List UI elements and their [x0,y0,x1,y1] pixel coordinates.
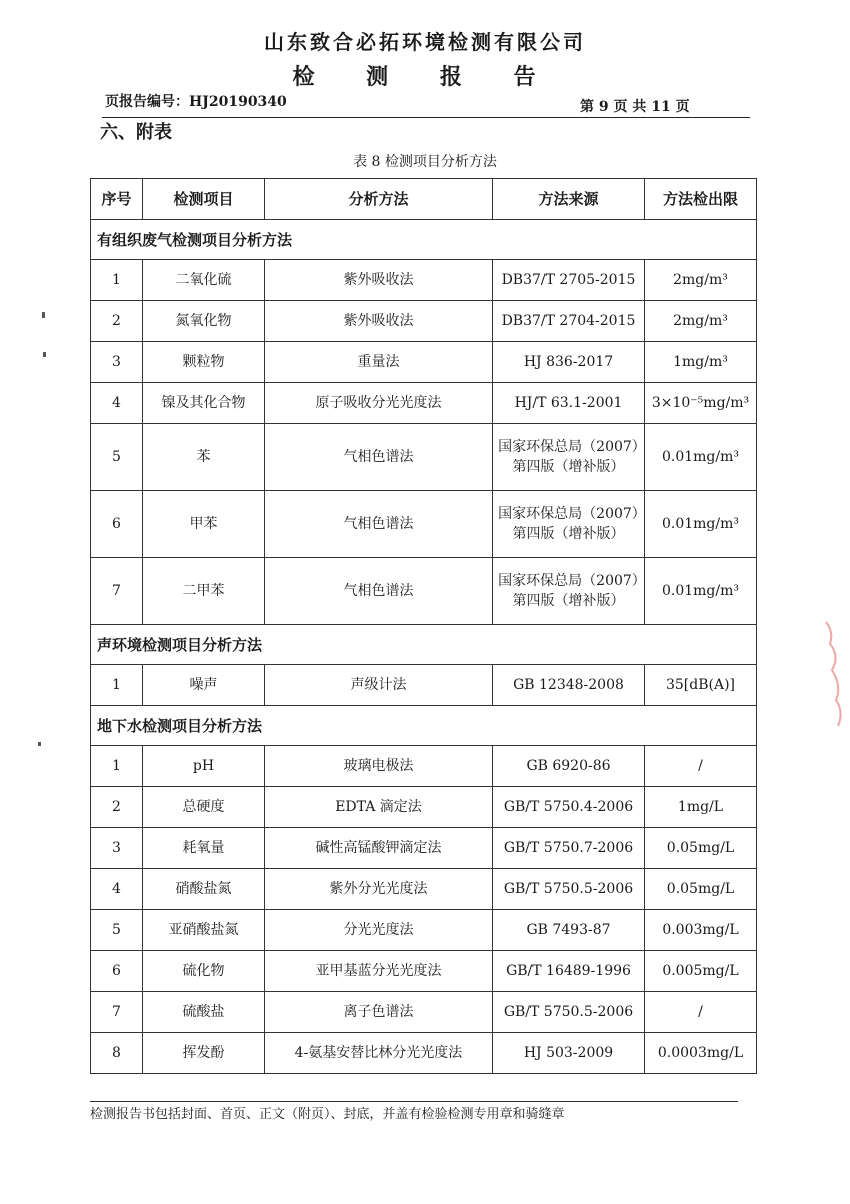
cell-no: 5 [91,424,143,491]
cell-source: DB37/T 2704-2015 [493,301,645,342]
cell-source: HJ 503-2009 [493,1033,645,1074]
report-title: 检 测 报 告 [292,64,558,90]
group-title: 地下水检测项目分析方法 [91,706,757,746]
cell-no: 5 [91,910,143,951]
cell-source: GB/T 5750.5-2006 [493,992,645,1033]
cell-source: GB 12348-2008 [493,665,645,706]
cell-item: 二甲苯 [143,558,265,625]
cell-method: 原子吸收分光光度法 [265,383,493,424]
cell-limit: 0.05mg/L [645,869,757,910]
footer-note: 检测报告书包括封面、首页、正文（附页）、封底，并盖有检验检测专用章和骑缝章 [90,1107,565,1122]
cell-limit: 2mg/m³ [645,301,757,342]
cell-limit: 0.01mg/m³ [645,424,757,491]
section-heading: 六、附表 [100,122,172,143]
cell-limit: 1mg/L [645,787,757,828]
cell-method: 亚甲基蓝分光光度法 [265,951,493,992]
cell-source: HJ/T 63.1-2001 [493,383,645,424]
cell-item: 苯 [143,424,265,491]
cell-source: 国家环保总局（2007）第四版（增补版） [493,491,645,558]
scan-speck [42,312,45,318]
col-header-limit: 方法检出限 [645,179,757,220]
cell-limit: 0.0003mg/L [645,1033,757,1074]
cell-no: 7 [91,992,143,1033]
col-header-method: 分析方法 [265,179,493,220]
report-number: 页报告编号：HJ20190340 [105,94,287,110]
cell-source: 国家环保总局（2007）第四版（增补版） [493,424,645,491]
cell-item: 硫酸盐 [143,992,265,1033]
cell-source: GB/T 5750.5-2006 [493,869,645,910]
cell-no: 2 [91,301,143,342]
cell-item: 挥发酚 [143,1033,265,1074]
cell-item: 耗氧量 [143,828,265,869]
cell-method: 分光光度法 [265,910,493,951]
cell-item: 亚硝酸盐氮 [143,910,265,951]
cell-limit: / [645,746,757,787]
col-header-item: 检测项目 [143,179,265,220]
cell-source: GB/T 5750.7-2006 [493,828,645,869]
cell-source: GB 6920-86 [493,746,645,787]
cell-method: EDTA 滴定法 [265,787,493,828]
cell-method: 紫外分光光度法 [265,869,493,910]
table-caption: 表 8 检测项目分析方法 [353,154,497,170]
scan-speck [43,352,46,357]
col-header-source: 方法来源 [493,179,645,220]
cell-limit: 35[dB(A)] [645,665,757,706]
cell-item: 总硬度 [143,787,265,828]
cell-no: 6 [91,951,143,992]
cell-limit: 0.003mg/L [645,910,757,951]
cell-method: 玻璃电极法 [265,746,493,787]
cell-item: 噪声 [143,665,265,706]
cell-item: 氮氧化物 [143,301,265,342]
cell-source: HJ 836-2017 [493,342,645,383]
cell-limit: 0.01mg/m³ [645,491,757,558]
cell-limit: / [645,992,757,1033]
cell-method: 声级计法 [265,665,493,706]
cell-no: 4 [91,383,143,424]
cell-no: 6 [91,491,143,558]
cell-method: 气相色谱法 [265,558,493,625]
cell-limit: 0.05mg/L [645,828,757,869]
cell-item: 硝酸盐氮 [143,869,265,910]
cell-no: 1 [91,746,143,787]
cell-source: 国家环保总局（2007）第四版（增补版） [493,558,645,625]
cell-limit: 3×10⁻⁵mg/m³ [645,383,757,424]
group-title: 声环境检测项目分析方法 [91,625,757,665]
page-info: 第 9 页 共 11 页 [580,99,690,115]
scan-speck [38,742,41,746]
cell-item: 镍及其化合物 [143,383,265,424]
cell-source: GB 7493-87 [493,910,645,951]
cell-method: 重量法 [265,342,493,383]
cell-method: 碱性高锰酸钾滴定法 [265,828,493,869]
cell-no: 1 [91,260,143,301]
cell-item: 颗粒物 [143,342,265,383]
cell-method: 紫外吸收法 [265,260,493,301]
cell-method: 紫外吸收法 [265,301,493,342]
cell-method: 气相色谱法 [265,424,493,491]
cell-item: 二氧化硫 [143,260,265,301]
cell-no: 3 [91,342,143,383]
cell-source: GB/T 5750.4-2006 [493,787,645,828]
cell-limit: 1mg/m³ [645,342,757,383]
cell-item: 硫化物 [143,951,265,992]
cell-no: 4 [91,869,143,910]
cell-no: 8 [91,1033,143,1074]
cell-no: 1 [91,665,143,706]
cell-source: GB/T 16489-1996 [493,951,645,992]
cell-limit: 0.01mg/m³ [645,558,757,625]
cell-limit: 0.005mg/L [645,951,757,992]
cell-limit: 2mg/m³ [645,260,757,301]
cell-method: 4-氨基安替比林分光光度法 [265,1033,493,1074]
company-name: 山东致合必拓环境检测有限公司 [264,30,586,54]
cell-item: 甲苯 [143,491,265,558]
group-title: 有组织废气检测项目分析方法 [91,220,757,260]
cell-no: 3 [91,828,143,869]
cell-item: pH [143,746,265,787]
cell-no: 2 [91,787,143,828]
seal-fragment [826,622,841,726]
cell-source: DB37/T 2705-2015 [493,260,645,301]
cell-no: 7 [91,558,143,625]
col-header-no: 序号 [91,179,143,220]
cell-method: 离子色谱法 [265,992,493,1033]
cell-method: 气相色谱法 [265,491,493,558]
